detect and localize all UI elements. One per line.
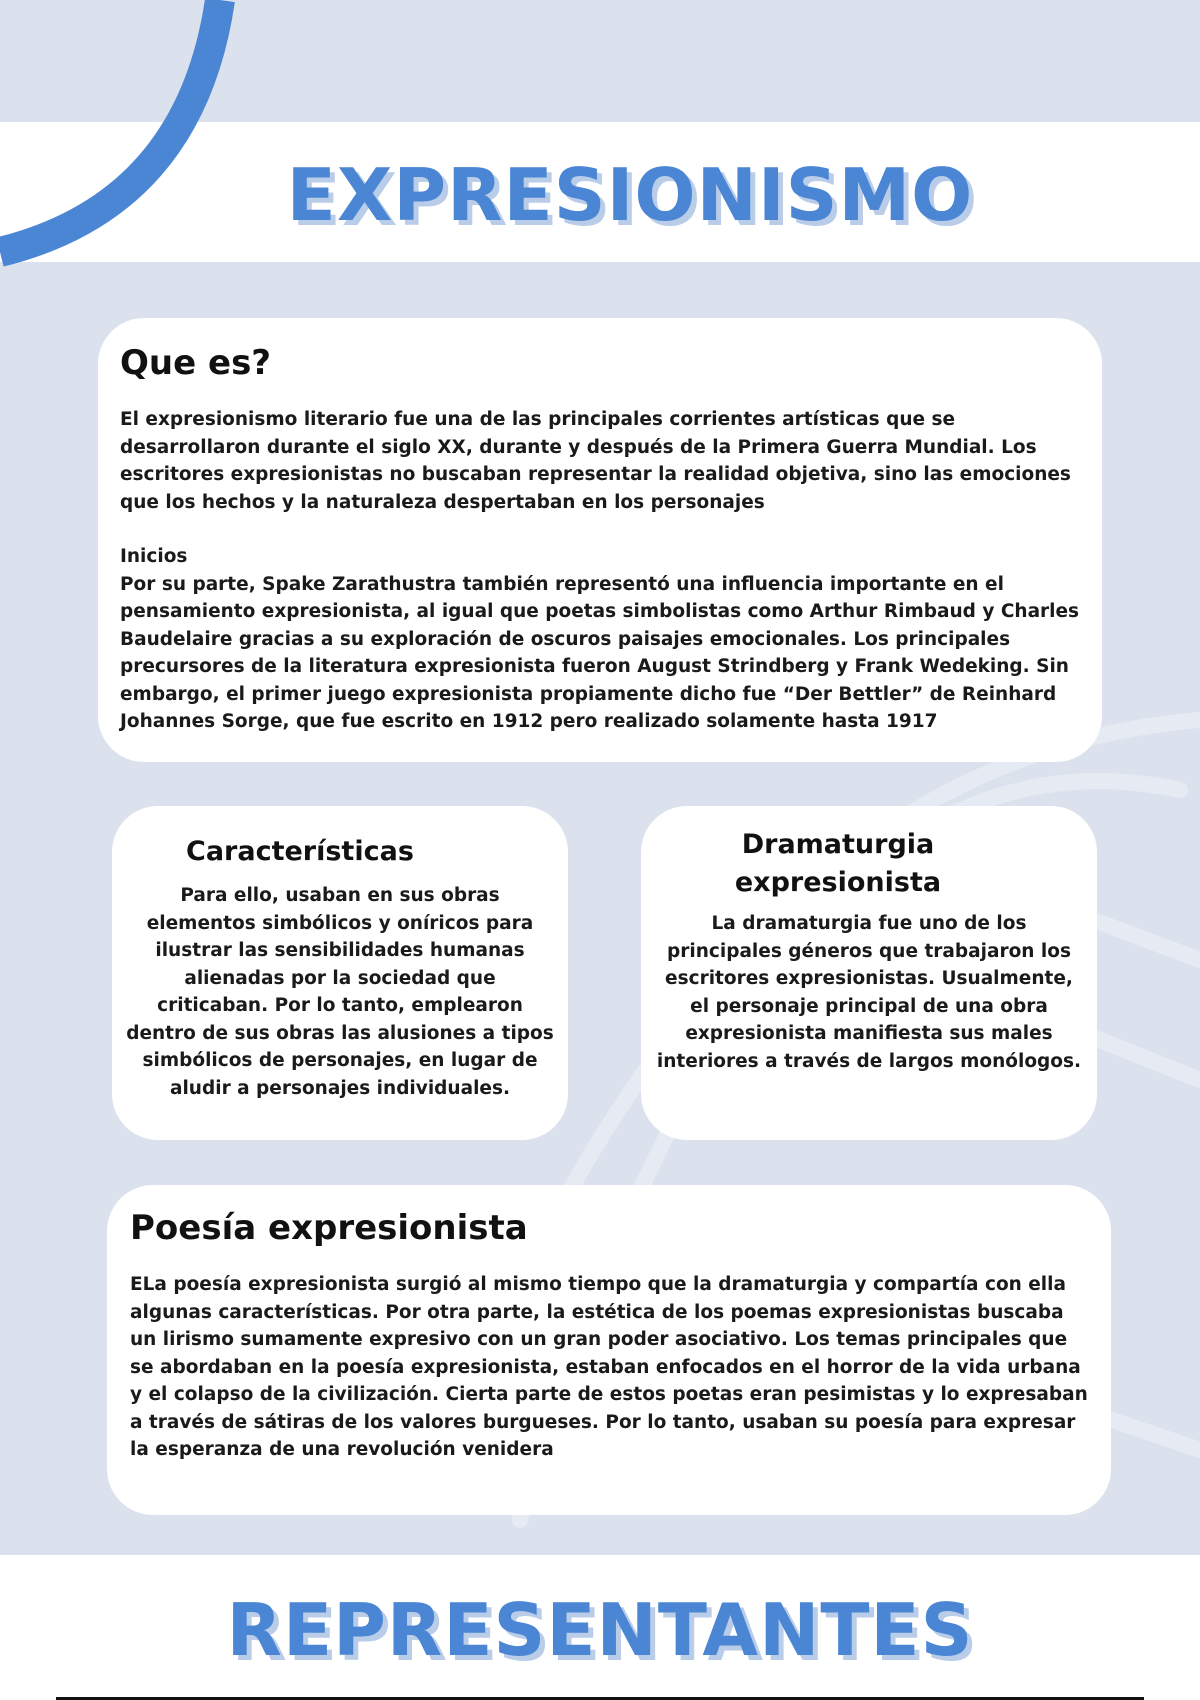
dramaturgia-heading: Dramaturgia expresionista [734,829,942,898]
que-es-heading: Que es? [120,343,272,383]
card-caracteristicas [112,806,568,1140]
representantes-title: REPRESENTANTES [226,1588,974,1672]
poesia-heading: Poesía expresionista [130,1208,528,1248]
que-es-paragraph: El expresionismo literario fue una de las principales corrientes artísticas que se desarrollaron durante el siglo XX, durante y después de la Primera Guerra Mundial. Los escritores expresionistas no buscaban representar la realidad objetiva, sino las emociones que los hechos y la naturaleza despertaban en los personajes [120,409,1071,513]
caracteristicas-heading: Características [186,836,414,867]
page-title: EXPRESIONISMO [286,153,974,237]
card-dramaturgia [641,806,1097,1140]
inicios-paragraph: Por su parte, Spake Zarathustra también representó una influencia importante en el pensamiento expresionista, al igual que poetas simbolistas como Arthur Rimbaud y Charles Baudelaire gracias a su exploración de oscuros paisajes emocionales. Los principales precursores de la literatura expresionista fueron August Strindberg y Frank Wedeking. Sin embargo, el primer juego expresionista propiamente dicho fue “Der Bettler” de Reinhard Johannes Sorge, que fue escrito en 1912 pero realizado solamente hasta 1917 [120,573,1080,732]
card-que-es [98,318,1102,762]
caracteristicas-paragraph: Para ello, usaban en sus obras elementos simbólicos y oníricos para ilustrar las sensibilidades humanas alienadas por la sociedad que criticaban. Por lo tanto, emplearon dentro de sus obras las alusiones a tipos simbólicos de personajes, en lugar de aludir a personajes individuales. [126,885,554,1099]
dramaturgia-paragraph: La dramaturgia fue uno de los principales géneros que trabajaron los escritores expresionistas. Usualmente, el personaje principal de una obra expresionista manifiesta sus males interiores a través de largos monólogos. [656,913,1082,1072]
inicios-subheading: Inicios [120,546,188,567]
poesia-paragraph: ELa poesía expresionista surgió al mismo tiempo que la dramaturgia y compartía con ella algunas características. Por otra parte, la estética de los poemas expresionistas buscaba un lirismo sumamente expresivo con un gran poder asociativo. Los temas principales que se abordaban en la poesía expresionista, estaban enfocados en el horror de la vida urbana y el colapso de la civilización. Cierta parte de estos poetas eran pesimistas y lo expresaban a través de sátiras de los valores burgueses. Por lo tanto, usaban su poesía para expresar la esperanza de una revolución venidera [130,1274,1088,1460]
card-poesia [107,1185,1111,1515]
